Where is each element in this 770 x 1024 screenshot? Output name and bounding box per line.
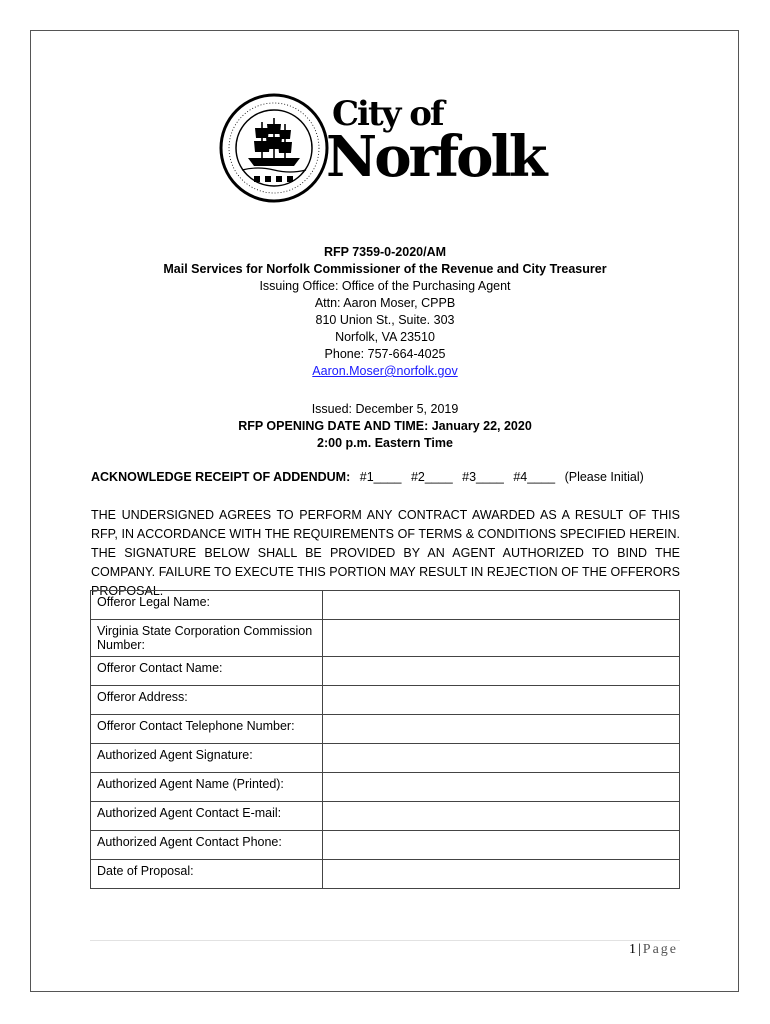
address-line-2: Norfolk, VA 23510 — [335, 330, 435, 344]
form-row — [91, 773, 680, 802]
city-wordmark — [326, 94, 562, 206]
phone-line: Phone: 757-664-4025 — [324, 347, 446, 361]
addendum-2-initial[interactable]: #2____ — [410, 470, 453, 484]
city-seal-icon — [218, 92, 330, 204]
form-row-label: Authorized Agent Name (Printed): — [91, 773, 323, 802]
attn-line: Attn: Aaron Moser, CPPB — [314, 296, 456, 310]
issued-date: Issued: December 5, 2019 — [311, 402, 459, 416]
form-row-value[interactable] — [323, 591, 680, 620]
form-row-value[interactable] — [323, 744, 680, 773]
form-row-label: Virginia State Corporation Commission Number: — [91, 620, 323, 657]
city-of-norfolk-logo — [218, 92, 563, 212]
agreement-statement: THE UNDERSIGNED AGREES TO PERFORM ANY CONTRACT AWARDED AS A RESULT OF THIS RFP, IN ACCORDANCE WITH THE REQUIREMENTS OF TERMS & CONDITIONS SPECIFIED HEREIN. THE SIGNATURE BELOW SHALL BE PROVIDED BY AN AGENT AUTHORIZED TO BIND THE COMPANY. FAILURE TO EXECUTE THIS PORTION MAY RESULT IN REJECTION OF THE OFFERORS PROPOSAL. — [91, 508, 680, 598]
page-number: 1 — [628, 942, 636, 957]
form-row-value[interactable] — [323, 686, 680, 715]
form-row — [91, 744, 680, 773]
form-row-value[interactable] — [323, 657, 680, 686]
footer-divider — [90, 940, 680, 941]
dates-block — [60, 401, 710, 452]
wordmark-city-of: City of — [332, 94, 443, 134]
form-row-value[interactable] — [323, 773, 680, 802]
email-link[interactable]: Aaron.Moser@norfolk.gov — [312, 364, 458, 378]
rfp-number: RFP 7359-0-2020/AM — [323, 245, 447, 259]
page-label: Page — [642, 942, 678, 957]
form-row-label: Offeror Address: — [91, 686, 323, 715]
addendum-1-initial[interactable]: #1____ — [359, 470, 402, 484]
opening-date: RFP OPENING DATE AND TIME: January 22, 2020 — [238, 419, 532, 433]
opening-time: 2:00 p.m. Eastern Time — [317, 436, 453, 450]
form-row-label: Offeror Legal Name: — [91, 591, 323, 620]
form-row — [91, 802, 680, 831]
form-row — [91, 715, 680, 744]
form-row-value[interactable] — [323, 802, 680, 831]
form-row-label: Authorized Agent Contact E-mail: — [91, 802, 323, 831]
form-row — [91, 831, 680, 860]
form-row-label: Authorized Agent Contact Phone: — [91, 831, 323, 860]
acknowledge-addendum — [91, 470, 650, 484]
form-row-label: Offeror Contact Name: — [91, 657, 323, 686]
footer-separator: | — [637, 942, 641, 957]
rfp-title: Mail Services for Norfolk Commissioner of the Revenue and City Treasurer — [163, 262, 607, 276]
form-row — [91, 657, 680, 686]
form-row — [91, 686, 680, 715]
wordmark-norfolk: Norfolk — [326, 124, 545, 190]
form-row-value[interactable] — [323, 860, 680, 889]
form-row-value[interactable] — [323, 715, 680, 744]
addendum-3-initial[interactable]: #3____ — [462, 470, 504, 484]
form-row — [91, 620, 680, 657]
form-row-value[interactable] — [323, 831, 680, 860]
form-row — [91, 591, 680, 620]
form-row-value[interactable] — [323, 620, 680, 657]
initial-note: (Please Initial) — [564, 470, 644, 484]
address-line-1: 810 Union St., Suite. 303 — [315, 313, 455, 327]
issuing-office: Issuing Office: Office of the Purchasing Agent — [259, 279, 511, 293]
offeror-form-table — [90, 590, 680, 889]
page-footer — [629, 942, 678, 958]
form-row-label: Date of Proposal: — [91, 860, 323, 889]
form-row — [91, 860, 680, 889]
rfp-header — [60, 244, 710, 380]
form-row-label: Offeror Contact Telephone Number: — [91, 715, 323, 744]
addendum-4-initial[interactable]: #4____ — [513, 470, 556, 484]
form-row-label: Authorized Agent Signature: — [91, 744, 323, 773]
acknowledge-label: ACKNOWLEDGE RECEIPT OF ADDENDUM: — [91, 470, 351, 484]
